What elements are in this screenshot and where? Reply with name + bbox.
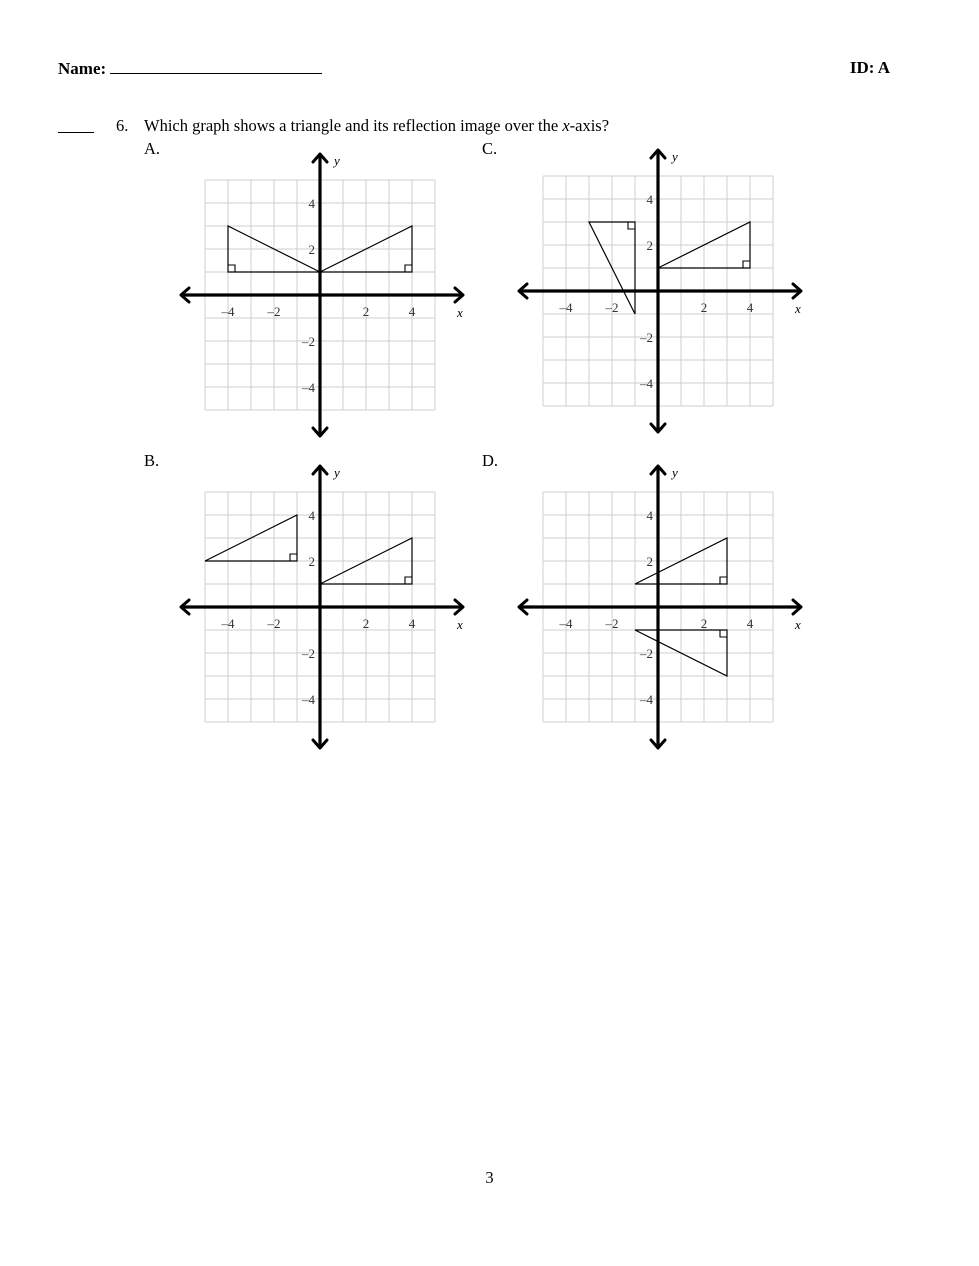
name-label: Name:: [58, 59, 107, 78]
option-d-label: D.: [482, 451, 499, 470]
page-number: 3: [485, 1168, 494, 1187]
x-tick-label: 2: [700, 616, 708, 631]
y-tick-label: 2: [308, 554, 315, 569]
name-field: [58, 58, 322, 79]
x-tick-label: 2: [700, 300, 708, 315]
x-tick-label: 4: [408, 616, 416, 631]
y-tick-label: 4: [646, 508, 653, 523]
y-axis-label: y: [334, 465, 340, 480]
axes: [519, 466, 801, 748]
x-tick-label: 2: [362, 304, 370, 319]
x-tick-label: 4: [408, 304, 416, 319]
graph-option-a: [178, 149, 478, 449]
x-axis-label: x: [457, 305, 463, 320]
x-tick-label: –2: [267, 616, 281, 631]
x-tick-label: 4: [746, 616, 754, 631]
y-tick-label: –2: [302, 334, 315, 349]
graph-option-c: [516, 145, 816, 445]
right-angle-marker: [720, 577, 727, 584]
graph-option-b: [178, 461, 478, 761]
x-tick-label: –4: [559, 616, 573, 631]
right-angle-marker: [405, 265, 412, 272]
y-tick-label: 4: [308, 508, 315, 523]
question-text: [144, 116, 609, 136]
y-tick-label: –4: [640, 376, 653, 391]
x-tick-label: –4: [559, 300, 573, 315]
name-blank-line: [110, 58, 322, 74]
y-tick-label: 2: [646, 238, 653, 253]
y-tick-label: –4: [302, 692, 315, 707]
y-tick-label: –2: [640, 330, 653, 345]
right-angle-marker: [628, 222, 635, 229]
x-tick-label: –4: [221, 616, 235, 631]
y-axis-label: y: [334, 153, 340, 168]
y-tick-label: 4: [646, 192, 653, 207]
answer-blank: [58, 116, 94, 133]
x-axis-label: x: [457, 617, 463, 632]
y-tick-label: 2: [308, 242, 315, 257]
id-label: ID: A: [849, 58, 890, 77]
y-tick-label: –4: [302, 380, 315, 395]
right-angle-marker: [290, 554, 297, 561]
y-tick-label: –2: [640, 646, 653, 661]
x-axis-label: x: [795, 301, 801, 316]
axes: [519, 150, 801, 432]
option-a-label: A.: [144, 139, 161, 158]
x-tick-label: 2: [362, 616, 370, 631]
coordinate-plane: [178, 149, 478, 449]
y-tick-label: 2: [646, 554, 653, 569]
graph-option-d: [516, 461, 816, 761]
right-angle-marker: [720, 630, 727, 637]
question-text-before: Which graph shows a triangle and its reflection image over the: [144, 116, 563, 135]
y-tick-label: 4: [308, 196, 315, 211]
option-c-label: C.: [482, 139, 498, 158]
right-angle-marker: [405, 577, 412, 584]
option-b-label: B.: [144, 451, 160, 470]
axes: [181, 154, 463, 436]
x-tick-label: 4: [746, 300, 754, 315]
coordinate-plane: [516, 145, 816, 445]
y-tick-label: –4: [640, 692, 653, 707]
x-tick-label: –2: [267, 304, 281, 319]
y-tick-label: –2: [302, 646, 315, 661]
axes: [181, 466, 463, 748]
question-text-var: x: [562, 116, 570, 135]
y-axis-label: y: [672, 149, 678, 164]
coordinate-plane: [516, 461, 816, 761]
x-tick-label: –2: [605, 616, 619, 631]
y-axis-label: y: [672, 465, 678, 480]
coordinate-plane: [178, 461, 478, 761]
x-tick-label: –2: [605, 300, 619, 315]
question-text-after: -axis?: [569, 116, 610, 135]
x-tick-label: –4: [221, 304, 235, 319]
x-axis-label: x: [795, 617, 801, 632]
right-angle-marker: [743, 261, 750, 268]
right-angle-marker: [228, 265, 235, 272]
question-number: 6.: [116, 116, 129, 135]
